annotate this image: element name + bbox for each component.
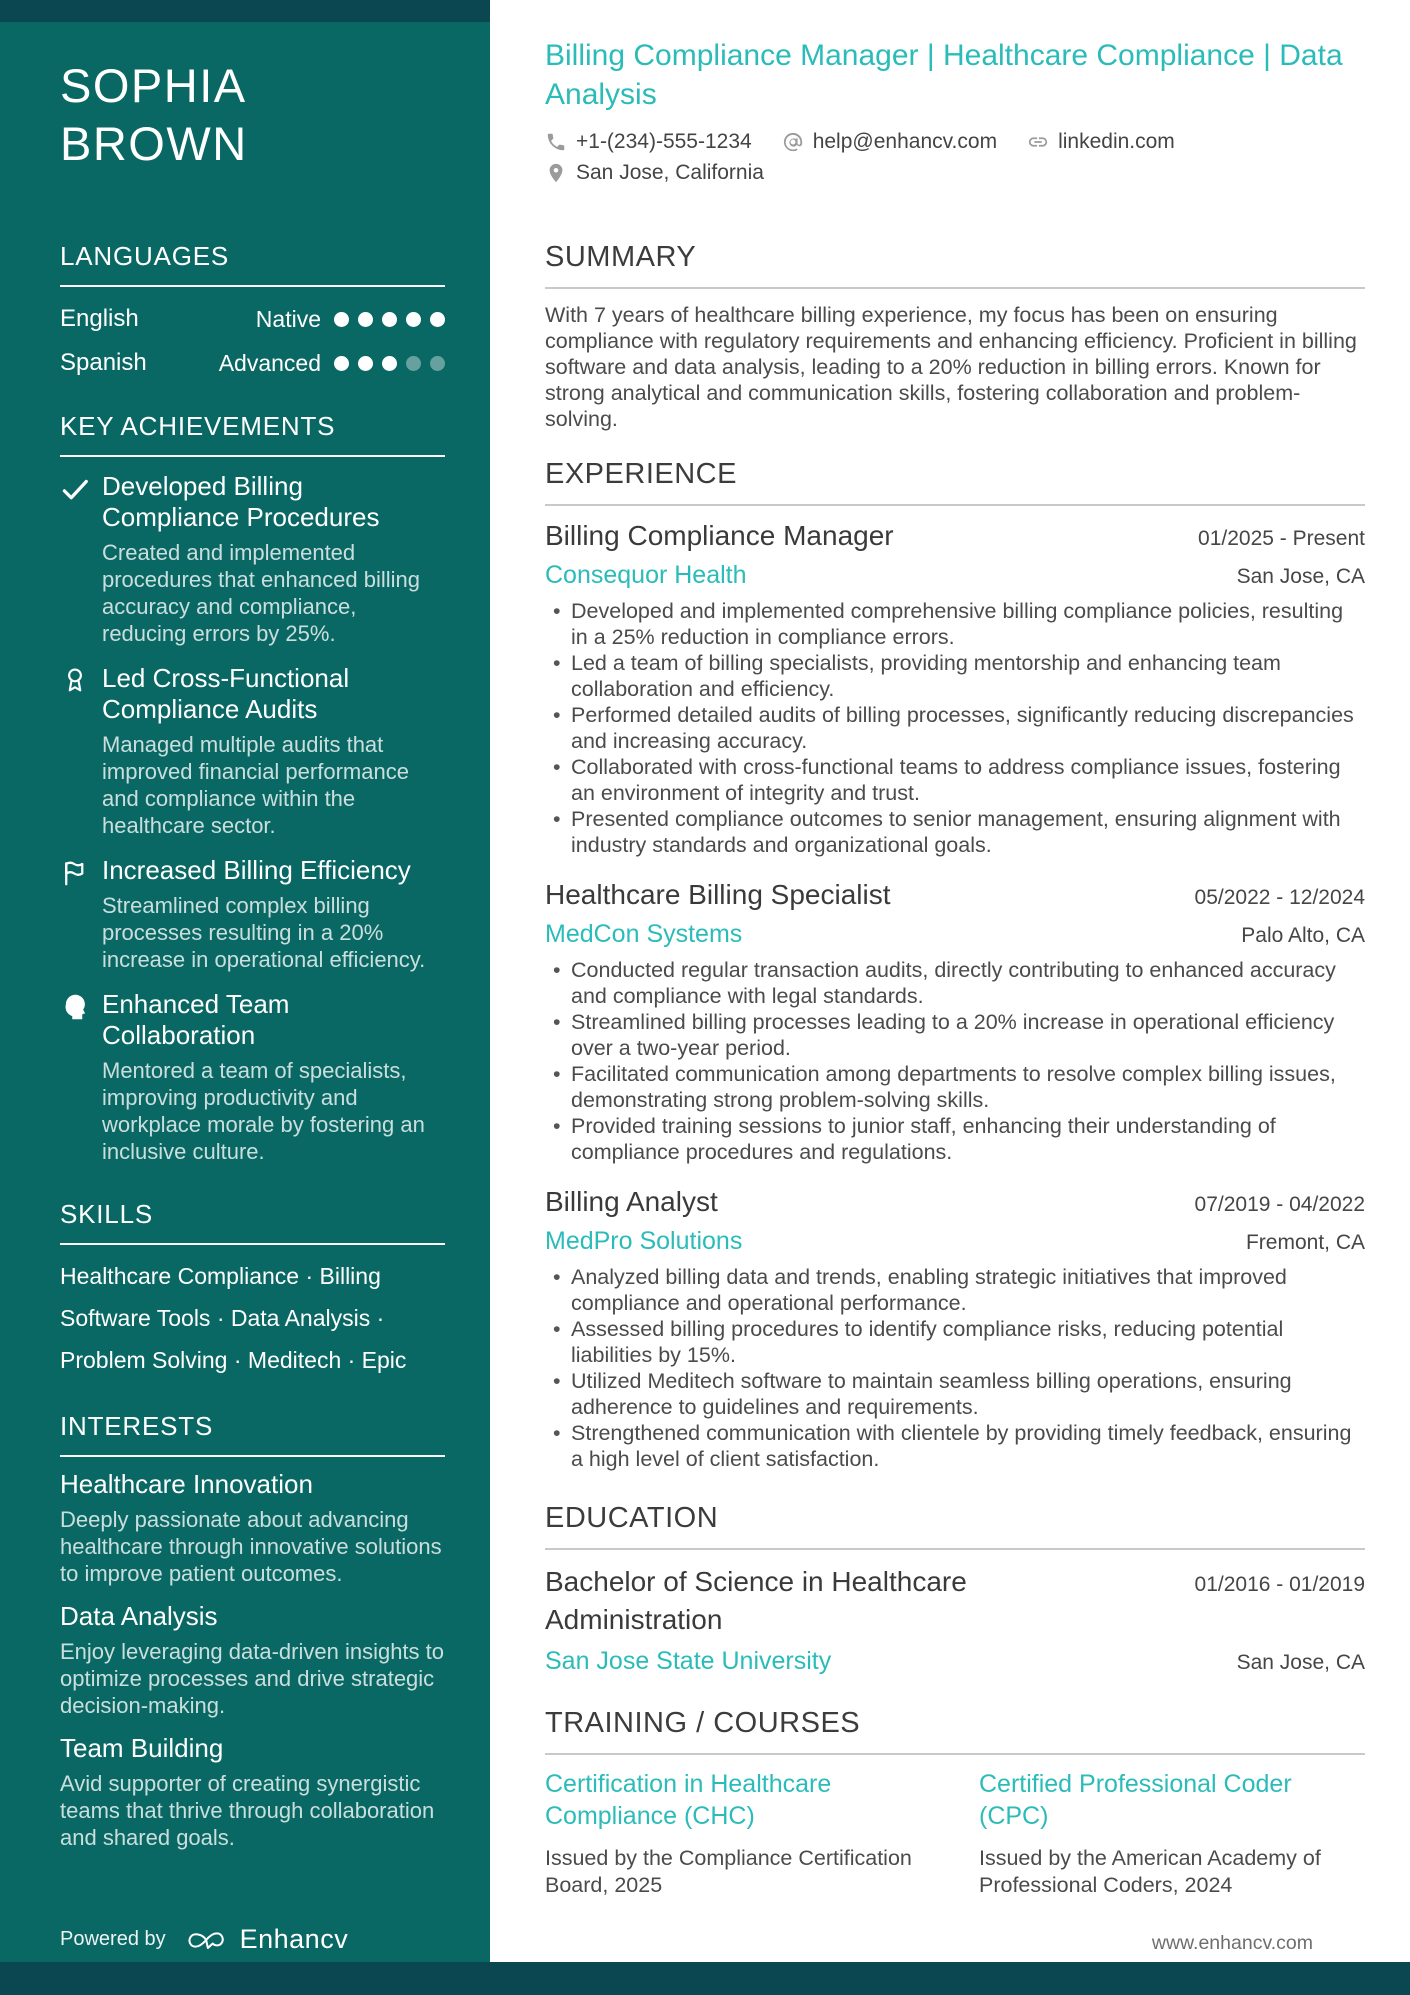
achievement-description: Streamlined complex billing processes resulting in a 20% increase in operational efficiency. [102, 893, 426, 972]
summary-section [545, 241, 1365, 432]
job-bullet: • Conducted regular transaction audits, directly contributing to enhanced accuracy and compliance with legal standards. [545, 957, 1365, 1009]
contact-text: +1-(234)-555-1234 [576, 130, 752, 153]
achievement-body [102, 663, 445, 839]
job-company: MedCon Systems [545, 920, 743, 948]
job-bullets [545, 957, 1365, 1165]
candidate-last-name: BROWN [60, 117, 248, 170]
resume-headline: Billing Compliance Manager | Healthcare Compliance | Data Analysis [545, 39, 1343, 111]
course-item [545, 1768, 931, 1899]
job-title: Billing Analyst [545, 1186, 718, 1217]
job-bullet: • Collaborated with cross-functional teams to address compliance issues, fostering an environment of integrity and trust. [545, 754, 1365, 806]
courses-list [545, 1768, 1365, 1899]
level-dot [382, 312, 397, 327]
interests-section [60, 1411, 445, 1851]
level-dot [430, 356, 445, 371]
education-dates: 01/2016 - 01/2019 [1194, 1573, 1365, 1596]
achievement-body [102, 855, 445, 973]
main-column [490, 0, 1410, 1962]
achievement-title: Enhanced Team Collaboration [102, 989, 290, 1050]
achievement-title: Developed Billing Compliance Procedures [102, 471, 380, 532]
experience-heading: EXPERIENCE [545, 458, 1365, 506]
pin-icon [545, 162, 567, 184]
job-company: Consequor Health [545, 561, 747, 589]
flag-icon [60, 858, 90, 888]
achievement-item [60, 855, 445, 973]
course-item [979, 1768, 1365, 1899]
languages-heading: LANGUAGES [60, 241, 445, 287]
job-bullet: • Utilized Meditech software to maintain seamless billing operations, ensuring adherence to guidelines and requirements. [545, 1368, 1365, 1420]
phone-icon [545, 131, 567, 153]
course-title: Certified Professional Coder (CPC) [979, 1770, 1292, 1830]
achievement-description: Created and implemented procedures that enhanced billing accuracy and compliance, reducing errors by 25%. [102, 540, 421, 646]
achievement-body [102, 989, 445, 1165]
job-bullet: • Led a team of billing specialists, providing mentorship and enhancing team collaboration and efficiency. [545, 650, 1365, 702]
course-issuer: Issued by the Compliance Certification Board, 2025 [545, 1846, 912, 1897]
interest-description: Enjoy leveraging data-driven insights to optimize processes and drive strategic decision-making. [60, 1639, 445, 1718]
language-level: Native [255, 305, 321, 332]
language-row [60, 341, 445, 385]
achievement-title: Increased Billing Efficiency [102, 855, 411, 885]
experience-list [545, 519, 1365, 1472]
job-bullets [545, 598, 1365, 858]
job-dates: 05/2022 - 12/2024 [1194, 886, 1365, 909]
contact-item[interactable] [1027, 130, 1175, 154]
powered-by-footer [60, 1924, 348, 1955]
head-icon [60, 992, 90, 1022]
job-bullet: • Developed and implemented comprehensive billing compliance policies, resulting in a 25% reduction in compliance errors. [545, 598, 1365, 650]
degree-title: Bachelor of Science in Healthcare Administration [545, 1566, 967, 1635]
level-dot [334, 356, 349, 371]
skills-list: Healthcare Compliance · Billing Software Tools · Data Analysis · Problem Solving · Meditech · Epic [60, 1263, 407, 1373]
at-icon [782, 131, 804, 153]
language-level-dots [325, 356, 445, 371]
course-issuer: Issued by the American Academy of Professional Coders, 2024 [979, 1846, 1321, 1897]
job-dates: 01/2025 - Present [1198, 527, 1365, 550]
school-name: San Jose State University [545, 1647, 832, 1675]
summary-text: With 7 years of healthcare billing experience, my focus has been on ensuring compliance with regulatory requirements and enhancing efficiency. Proficient in billing software and data analysis, leading to a 20% reduction in billing errors. Known for strong analytical and communication skills, fostering collaboration and problem-solving. [545, 303, 1357, 431]
job-location: Fremont, CA [1245, 1231, 1365, 1254]
job-title: Billing Compliance Manager [545, 520, 894, 551]
job-entry [545, 878, 1365, 1165]
interest-title: Team Building [60, 1733, 224, 1763]
location-row [545, 161, 1365, 185]
language-name: English [60, 305, 139, 332]
job-bullet: • Analyzed billing data and trends, enabling strategic initiatives that improved compliance and operational performance. [545, 1264, 1365, 1316]
level-dot [406, 312, 421, 327]
brand-wordmark: Enhancv [239, 1924, 349, 1954]
level-dot [358, 312, 373, 327]
powered-by-label: Powered by [60, 1928, 166, 1950]
interest-title: Data Analysis [60, 1601, 218, 1631]
job-bullet: • Facilitated communication among departments to resolve complex billing issues, demonstrating strong problem-solving skills. [545, 1061, 1365, 1113]
check-icon [60, 474, 90, 504]
interest-item [60, 1733, 445, 1851]
interest-item [60, 1469, 445, 1587]
medal-icon [60, 666, 90, 696]
key-achievements-section [60, 411, 445, 1165]
level-dot [406, 356, 421, 371]
location-item [545, 161, 764, 185]
job-location: Palo Alto, CA [1241, 924, 1365, 947]
achievements-heading: KEY ACHIEVEMENTS [60, 411, 445, 457]
achievement-description: Managed multiple audits that improved financial performance and compliance within the healthcare sector. [102, 732, 409, 838]
languages-section [60, 241, 445, 385]
achievement-item [60, 663, 445, 839]
education-heading: EDUCATION [545, 1502, 1365, 1550]
link-icon [1027, 131, 1049, 153]
contact-item[interactable] [782, 130, 997, 154]
job-bullet: • Streamlined billing processes leading to a 20% increase in operational efficiency over a two-year period. [545, 1009, 1365, 1061]
level-dot [358, 356, 373, 371]
location-text: San Jose, California [576, 161, 764, 184]
summary-heading: SUMMARY [545, 241, 1365, 289]
job-title: Healthcare Billing Specialist [545, 879, 891, 910]
course-title: Certification in Healthcare Compliance (CHC) [545, 1770, 832, 1830]
job-bullet: • Performed detailed audits of billing processes, significantly reducing discrepancies and increasing accuracy. [545, 702, 1365, 754]
top-band [0, 0, 490, 22]
achievement-description: Mentored a team of specialists, improving productivity and workplace morale by fostering an inclusive culture. [102, 1058, 425, 1164]
candidate-name [60, 57, 445, 173]
interest-description: Deeply passionate about advancing healthcare through innovative solutions to improve patient outcomes. [60, 1507, 442, 1586]
achievement-body [102, 471, 445, 647]
enhancv-logo-icon [184, 1928, 230, 1952]
contact-text: linkedin.com [1058, 130, 1175, 153]
job-entry [545, 1185, 1365, 1472]
level-dot [382, 356, 397, 371]
job-entry [545, 519, 1365, 858]
level-dot [334, 312, 349, 327]
training-heading: TRAINING / COURSES [545, 1707, 1365, 1755]
language-row [60, 297, 445, 341]
level-dot [430, 312, 445, 327]
achievement-title: Led Cross-Functional Compliance Audits [102, 663, 350, 724]
language-level: Advanced [218, 349, 321, 376]
job-bullet: • Strengthened communication with clientele by providing timely feedback, ensuring a high level of client satisfaction. [545, 1420, 1365, 1472]
website-link[interactable]: www.enhancv.com [1151, 1932, 1313, 1954]
interests-list [60, 1469, 445, 1851]
language-level-dots [325, 312, 445, 327]
contact-row [545, 130, 1365, 154]
achievement-item [60, 471, 445, 647]
achievements-list [60, 471, 445, 1165]
job-bullet: • Assessed billing procedures to identify compliance risks, reducing potential liabilities by 15%. [545, 1316, 1365, 1368]
language-name: Spanish [60, 349, 147, 376]
job-bullet: • Provided training sessions to junior staff, enhancing their understanding of compliance procedures and regulations. [545, 1113, 1365, 1165]
interest-description: Avid supporter of creating synergistic teams that thrive through collaboration and shared goals. [60, 1771, 435, 1850]
job-location: San Jose, CA [1236, 565, 1365, 588]
job-bullet: • Presented compliance outcomes to senior management, ensuring alignment with industry standards and organizational goals. [545, 806, 1365, 858]
contact-item[interactable] [545, 130, 752, 154]
job-bullets [545, 1264, 1365, 1472]
education-location: San Jose, CA [1236, 1651, 1365, 1674]
skills-heading: SKILLS [60, 1199, 445, 1245]
interests-heading: INTERESTS [60, 1411, 445, 1457]
experience-section [545, 458, 1365, 1472]
bottom-band [0, 1962, 1410, 1995]
training-section [545, 1707, 1365, 1899]
education-section [545, 1502, 1365, 1677]
contact-text: help@enhancv.com [812, 130, 998, 153]
job-company: MedPro Solutions [545, 1227, 743, 1255]
skills-section [60, 1199, 445, 1381]
languages-list [60, 297, 445, 385]
achievement-item [60, 989, 445, 1165]
sidebar [0, 0, 490, 1995]
interest-item [60, 1601, 445, 1719]
job-dates: 07/2019 - 04/2022 [1194, 1193, 1365, 1216]
interest-title: Healthcare Innovation [60, 1469, 313, 1499]
candidate-first-name: SOPHIA [60, 59, 247, 112]
